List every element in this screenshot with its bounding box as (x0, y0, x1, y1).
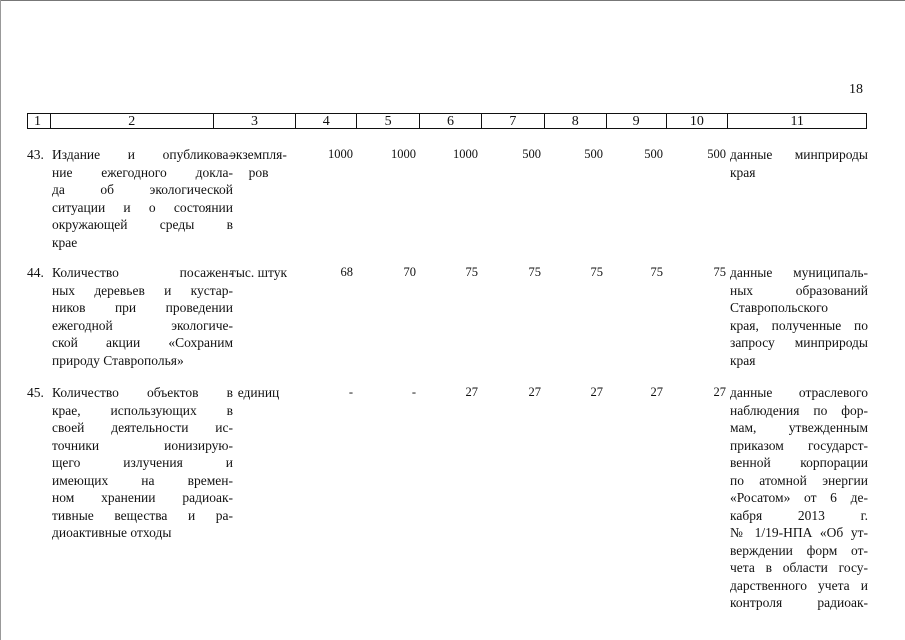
header-col-4: 4 (295, 114, 356, 128)
unit-of-measure: единиц (237, 385, 280, 400)
row-number: 45. (27, 385, 44, 400)
value-col-8: 500 (584, 147, 603, 161)
data-source: данные отраслевого наблюдения по фор- мам, утвежденным приказом государст- венной корпорации по атомной энергии «Росатом» от 6 де- кабря 2013 г. № 1/19-НПА «Об ут- верждении форм от- чета в области госу- дарственного учета и контроля радиоак- (730, 385, 868, 610)
header-col-9: 9 (606, 114, 666, 128)
value-col-10: 75 (713, 265, 726, 279)
unit-of-measure: экземпля- ров (230, 147, 287, 180)
row-number: 44. (27, 265, 44, 280)
value-col-10: 500 (707, 147, 726, 161)
value-col-6: 27 (465, 385, 478, 399)
data-source: данные муниципаль- ных образований Ставропольского края, полученные по запросу минприроды края (730, 265, 868, 368)
header-col-8: 8 (544, 114, 606, 128)
value-col-4: 68 (340, 265, 353, 279)
value-col-7: 75 (528, 265, 541, 279)
unit-of-measure: тыс. штук (229, 265, 288, 280)
indicator-name: Издание и опубликова- ние ежегодного докла- да об экологической ситуации и о состоянии окружающей среды в крае (52, 147, 233, 250)
value-col-5: 1000 (391, 147, 416, 161)
value-col-9: 27 (650, 385, 663, 399)
header-col-1: 1 (34, 114, 41, 129)
data-source: данные минприроды края (730, 147, 868, 180)
value-col-9: 75 (650, 265, 663, 279)
value-col-7: 500 (522, 147, 541, 161)
value-col-9: 500 (644, 147, 663, 161)
scan-edge (0, 0, 1, 640)
value-col-6: 75 (465, 265, 478, 279)
page-number: 18 (849, 82, 863, 97)
header-col-6: 6 (419, 114, 481, 128)
header-col-5: 5 (356, 114, 419, 128)
header-col-3: 3 (213, 114, 296, 128)
value-col-5: - (411, 385, 416, 399)
value-col-7: 27 (528, 385, 541, 399)
indicator-name: Количество объектов в крае, использующих в своей деятельности ис- точники ионизирую- щего излучения и имеющих на времен- ном хранении радиоак- тивные вещества и ра- диоактивные отходы (52, 385, 233, 540)
row-number: 43. (27, 147, 44, 162)
value-col-4: - (348, 385, 353, 399)
value-col-5: 70 (403, 265, 416, 279)
value-col-8: 27 (590, 385, 603, 399)
header-col-2: 2 (50, 114, 213, 128)
page-top-rule (0, 0, 905, 1)
header-col-11: 11 (727, 114, 866, 128)
value-col-4: 1000 (328, 147, 353, 161)
value-col-6: 1000 (453, 147, 478, 161)
value-col-8: 75 (590, 265, 603, 279)
column-number-header (27, 113, 867, 129)
header-col-10: 10 (666, 114, 728, 128)
value-col-10: 27 (713, 385, 726, 399)
header-col-7: 7 (481, 114, 544, 128)
indicator-name: Количество посажен- ных деревьев и кустар- ников при проведении ежегодной экологиче- ской акции «Сохраним природу Ставрополья» (52, 265, 233, 368)
